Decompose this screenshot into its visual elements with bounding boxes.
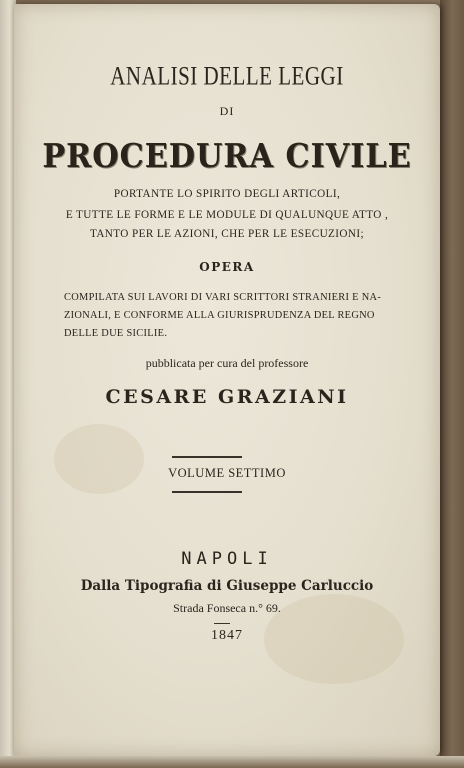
book-cover-edge <box>440 0 464 768</box>
description-line: COMPILATA SUI LAVORI DI VARI SCRITTORI STRANIERI E NA- <box>64 292 382 303</box>
title-main: PROCEDURA CIVILE <box>42 136 412 175</box>
description-line: ZIONALI, E CONFORME ALLA GIURISPRUDENZA DEL REGNO <box>64 310 375 321</box>
paper-stain <box>54 424 144 494</box>
author-name: CESARE GRAZIANI <box>105 386 349 408</box>
description-line: DELLE DUE SICILIE. <box>64 328 168 339</box>
page-bottom-edge <box>0 756 464 768</box>
divider-rule <box>214 623 230 624</box>
imprint-city: NAPOLI <box>181 549 273 569</box>
subtitle-line: PORTANTE LO SPIRITO DEGLI ARTICOLI, <box>113 188 341 200</box>
volume-label: VOLUME SETTIMO <box>168 466 286 480</box>
imprint-street: Strada Fonseca n.° 69. <box>173 601 281 615</box>
title-di: DI <box>219 104 235 118</box>
imprint-year: 1847 <box>211 628 243 643</box>
title-page <box>14 4 440 756</box>
divider-rule <box>172 456 242 458</box>
imprint-printer: Dalla Tipografia di Giuseppe Carluccio <box>80 578 374 594</box>
opera-label: OPERA <box>199 260 255 274</box>
published-by: pubblicata per cura del professore <box>145 356 309 370</box>
subtitle-line: TANTO PER LE AZIONI, CHE PER LE ESECUZIONI; <box>89 228 364 240</box>
title-top: ANALISI DELLE LEGGI <box>110 60 344 91</box>
subtitle-line: E TUTTE LE FORME E LE MODULE DI QUALUNQUE ATTO , <box>65 209 389 221</box>
divider-rule <box>172 491 242 493</box>
